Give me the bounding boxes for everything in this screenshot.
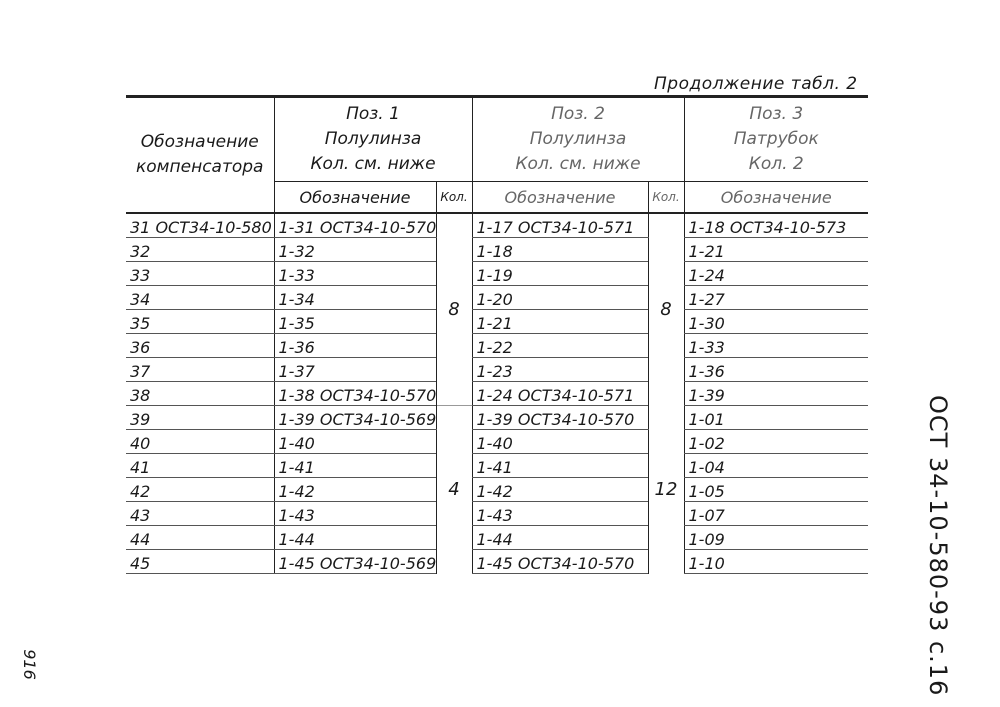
cell-pos2-designation: 1-42 [472, 478, 648, 502]
header-pos1-name: Полулинза [324, 129, 422, 149]
cell-pos3-designation: 1-27 [684, 286, 868, 310]
cell-pos2-designation: 1-21 [472, 310, 648, 334]
cell-pos3-designation: 1-09 [684, 526, 868, 550]
cell-pos3-designation: 1-05 [684, 478, 868, 502]
cell-pos1-designation: 1-33 [274, 262, 436, 286]
cell-pos2-designation: 1-19 [472, 262, 648, 286]
cell-designation: 35 [126, 310, 274, 334]
table-row [126, 550, 868, 574]
cell-pos2-designation: 1-40 [472, 430, 648, 454]
cell-pos2-designation: 1-20 [472, 286, 648, 310]
cell-pos2-designation: 1-43 [472, 502, 648, 526]
subheader-pos1-designation: Обозначение [274, 182, 436, 214]
cell-designation: 43 [126, 502, 274, 526]
continuation-label: Продолжение табл. 2 [654, 74, 858, 94]
cell-pos1-designation: 1-34 [274, 286, 436, 310]
header-row-1 [126, 97, 868, 182]
cell-designation: 42 [126, 478, 274, 502]
header-designation [126, 97, 274, 214]
cell-pos2-designation: 1-44 [472, 526, 648, 550]
compensator-table-container [126, 95, 868, 625]
cell-designation: 32 [126, 238, 274, 262]
header-designation-line1: Обозначение [140, 132, 259, 152]
cell-pos2-designation: 1-24 ОСТ34-10-571 [472, 382, 648, 406]
cell-designation: 33 [126, 262, 274, 286]
table-row [126, 310, 868, 334]
table-row [126, 526, 868, 550]
header-pos3 [684, 97, 868, 182]
document-code [902, 395, 1000, 697]
header-pos2-name: Полулинза [529, 129, 627, 149]
header-pos1 [274, 97, 472, 182]
cell-pos1-designation: 1-39 ОСТ34-10-569 [274, 406, 436, 430]
header-pos2-qty: Кол. см. ниже [515, 154, 641, 174]
cell-pos2-designation: 1-23 [472, 358, 648, 382]
cell-pos3-designation: 1-01 [684, 406, 868, 430]
cell-designation: 37 [126, 358, 274, 382]
cell-pos1-designation: 1-44 [274, 526, 436, 550]
cell-pos2-designation: 1-18 [472, 238, 648, 262]
table-row [126, 358, 868, 382]
cell-pos3-designation: 1-21 [684, 238, 868, 262]
cell-pos3-designation: 1-36 [684, 358, 868, 382]
cell-pos3-designation: 1-33 [684, 334, 868, 358]
cell-pos1-designation: 1-42 [274, 478, 436, 502]
subheader-pos2-qty: Кол. [648, 182, 684, 214]
cell-designation: 40 [126, 430, 274, 454]
cell-designation: 41 [126, 454, 274, 478]
header-pos1-qty: Кол. см. ниже [310, 154, 436, 174]
subheader-pos1-qty: Кол. [436, 182, 472, 214]
cell-pos2-qty: 12 [648, 406, 684, 574]
cell-pos3-designation: 1-18 ОСТ34-10-573 [684, 213, 868, 238]
cell-designation: 34 [126, 286, 274, 310]
cell-pos1-qty: 8 [436, 213, 472, 406]
page-number: 916 [19, 649, 39, 680]
header-pos3-qty: Кол. 2 [748, 154, 804, 174]
cell-designation: 45 [126, 550, 274, 574]
document-code-text: ОСТ 34-10-580-93 с.16 [924, 395, 952, 697]
cell-pos2-designation: 1-45 ОСТ34-10-570 [472, 550, 648, 574]
table-row [126, 238, 868, 262]
cell-pos1-designation: 1-38 ОСТ34-10-570 [274, 382, 436, 406]
header-pos2 [472, 97, 684, 182]
cell-pos3-designation: 1-10 [684, 550, 868, 574]
cell-pos1-designation: 1-40 [274, 430, 436, 454]
cell-designation: 44 [126, 526, 274, 550]
cell-pos3-designation: 1-30 [684, 310, 868, 334]
cell-pos1-designation: 1-45 ОСТ34-10-569 [274, 550, 436, 574]
cell-pos1-designation: 1-41 [274, 454, 436, 478]
cell-pos1-designation: 1-31 ОСТ34-10-570 [274, 213, 436, 238]
cell-pos1-designation: 1-32 [274, 238, 436, 262]
header-pos3-title: Поз. 3 [749, 104, 804, 124]
cell-pos2-qty: 8 [648, 213, 684, 406]
header-pos1-title: Поз. 1 [346, 104, 400, 124]
table-row [126, 478, 868, 502]
cell-designation: 31 ОСТ34-10-580 [126, 213, 274, 238]
header-pos3-name: Патрубок [733, 129, 819, 149]
table-row [126, 334, 868, 358]
subheader-pos2-designation: Обозначение [472, 182, 648, 214]
table-row [126, 382, 868, 406]
table-row [126, 213, 868, 238]
cell-pos1-designation: 1-35 [274, 310, 436, 334]
cell-designation: 36 [126, 334, 274, 358]
table-row [126, 406, 868, 430]
cell-pos1-designation: 1-36 [274, 334, 436, 358]
cell-pos3-designation: 1-02 [684, 430, 868, 454]
subheader-pos3-designation: Обозначение [684, 182, 868, 214]
cell-pos1-qty: 4 [436, 406, 472, 574]
cell-designation: 39 [126, 406, 274, 430]
table-row [126, 430, 868, 454]
cell-pos2-designation: 1-17 ОСТ34-10-571 [472, 213, 648, 238]
cell-pos3-designation: 1-07 [684, 502, 868, 526]
cell-designation: 38 [126, 382, 274, 406]
table-row [126, 286, 868, 310]
cell-pos2-designation: 1-22 [472, 334, 648, 358]
cell-pos2-designation: 1-41 [472, 454, 648, 478]
cell-pos2-designation: 1-39 ОСТ34-10-570 [472, 406, 648, 430]
table-row [126, 454, 868, 478]
compensator-table [126, 95, 868, 574]
cell-pos3-designation: 1-04 [684, 454, 868, 478]
header-designation-line2: компенсатора [136, 157, 264, 177]
cell-pos1-designation: 1-37 [274, 358, 436, 382]
table-row [126, 502, 868, 526]
cell-pos3-designation: 1-24 [684, 262, 868, 286]
table-row [126, 262, 868, 286]
header-pos2-title: Поз. 2 [551, 104, 605, 124]
cell-pos1-designation: 1-43 [274, 502, 436, 526]
cell-pos3-designation: 1-39 [684, 382, 868, 406]
